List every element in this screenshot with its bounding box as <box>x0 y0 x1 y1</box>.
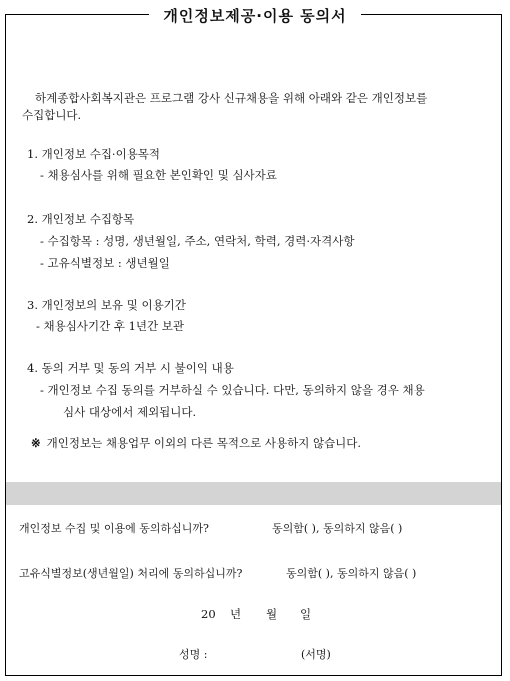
notice <box>31 435 361 451</box>
date-day-unit: 일 <box>300 607 312 621</box>
section-4-line-1: - 개인정보 수집 동의를 거부하실 수 있습니다. 다만, 동의하지 않을 경우 채용 <box>40 383 425 397</box>
consent-2-options[interactable]: 동의함( ), 동의하지 않음( ) <box>286 567 417 580</box>
date-month-unit: 월 <box>266 607 278 621</box>
section-1-line-1: - 채용심사를 위해 필요한 본인확인 및 심사자료 <box>40 168 277 182</box>
section-2-line-2: - 고유식별정보 : 생년월일 <box>40 256 170 270</box>
date-year-unit: 년 <box>230 607 242 621</box>
document-title: 개인정보제공·이용 동의서 <box>149 5 360 26</box>
notice-mark: ※ <box>31 436 41 450</box>
date-year: 20 <box>201 607 216 621</box>
consent-1-options[interactable]: 동의함( ), 동의하지 않음( ) <box>272 522 403 535</box>
section-2-heading: 2. 개인정보 수집항목 <box>27 212 135 226</box>
notice-text: 개인정보는 채용업무 이외의 다른 목적으로 사용하지 않습니다. <box>46 436 362 450</box>
section-1-heading: 1. 개인정보 수집·이용목적 <box>27 147 161 161</box>
consent-1-question: 개인정보 수집 및 이용에 동의하십니까? <box>19 522 209 535</box>
divider-band <box>6 482 501 505</box>
intro-line-2: 수집합니다. <box>22 108 82 122</box>
signature-name-label: 성명 : <box>179 648 208 661</box>
consent-2-question: 고유식별정보(생년월일) 처리에 동의하십니까? <box>19 567 243 580</box>
section-2-line-1: - 수집항목 : 성명, 생년월일, 주소, 연락처, 학력, 경력·자격사항 <box>40 234 355 248</box>
section-3-line-1: - 채용심사기간 후 1년간 보관 <box>36 319 185 333</box>
section-4-line-2: 심사 대상에서 제외됩니다. <box>63 405 197 419</box>
title-bar <box>0 4 510 26</box>
intro-line-1: 하계종합사회복지관은 프로그램 강사 신규채용을 위해 아래와 같은 개인정보를 <box>35 91 428 105</box>
section-4-heading: 4. 동의 거부 및 동의 거부 시 불이익 내용 <box>27 361 234 375</box>
signature-mark: (서명) <box>301 648 331 661</box>
section-3-heading: 3. 개인정보의 보유 및 이용기간 <box>27 298 186 312</box>
